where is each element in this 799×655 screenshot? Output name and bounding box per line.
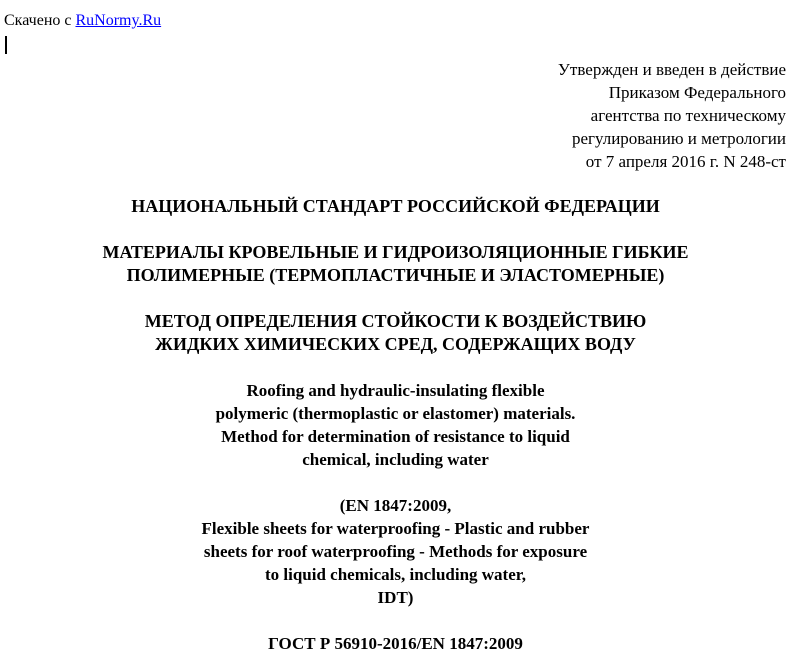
- download-source-line: [4, 11, 161, 31]
- reference-line: Flexible sheets for waterproofing - Plastic and rubber: [201, 519, 590, 538]
- approval-line: агентства по техническому: [590, 106, 786, 125]
- designation: [0, 632, 791, 655]
- standard-type-text: НАЦИОНАЛЬНЫЙ СТАНДАРТ РОССИЙСКОЙ ФЕДЕРАЦИИ: [131, 196, 660, 216]
- reference-line: IDT): [377, 588, 414, 607]
- title-en-line: polymeric (thermoplastic or elastomer) materials.: [215, 404, 576, 423]
- approval-line: регулированию и метрологии: [571, 129, 786, 148]
- title-en-line: chemical, including water: [302, 450, 489, 469]
- designation-text: ГОСТ Р 56910-2016/EN 1847:2009: [268, 634, 523, 653]
- approval-line: Утвержден и введен в действие: [557, 60, 786, 79]
- reference-line: (EN 1847:2009,: [339, 496, 452, 515]
- reference-standard: [0, 494, 791, 609]
- text-cursor: [5, 36, 7, 54]
- method-ru-line: МЕТОД ОПРЕДЕЛЕНИЯ СТОЙКОСТИ К ВОЗДЕЙСТВИЮ: [144, 311, 647, 331]
- title-ru-line: ПОЛИМЕРНЫЕ (ТЕРМОПЛАСТИЧНЫЕ И ЭЛАСТОМЕРНЫЕ): [126, 265, 665, 285]
- title-en-line: Method for determination of resistance to liquid: [221, 427, 570, 446]
- method-ru-line: ЖИДКИХ ХИМИЧЕСКИХ СРЕД, СОДЕРЖАЩИХ ВОДУ: [155, 334, 636, 354]
- download-prefix: Скачено с: [4, 12, 72, 29]
- approval-block: [558, 58, 786, 173]
- method-ru: [0, 310, 791, 356]
- approval-line: Приказом Федерального: [608, 83, 786, 102]
- title-en-line: Roofing and hydraulic-insulating flexible: [246, 381, 545, 400]
- title-en: [0, 379, 791, 471]
- title-ru-line: МАТЕРИАЛЫ КРОВЕЛЬНЫЕ И ГИДРОИЗОЛЯЦИОННЫЕ ГИБКИЕ: [102, 242, 689, 262]
- source-link[interactable]: RuNormy.Ru: [75, 12, 162, 29]
- reference-line: sheets for roof waterproofing - Methods for exposure: [203, 542, 588, 561]
- title-ru: [0, 241, 791, 287]
- standard-type: [0, 195, 791, 218]
- reference-line: to liquid chemicals, including water,: [264, 565, 526, 584]
- approval-line: от 7 апреля 2016 г. N 248-ст: [585, 152, 786, 171]
